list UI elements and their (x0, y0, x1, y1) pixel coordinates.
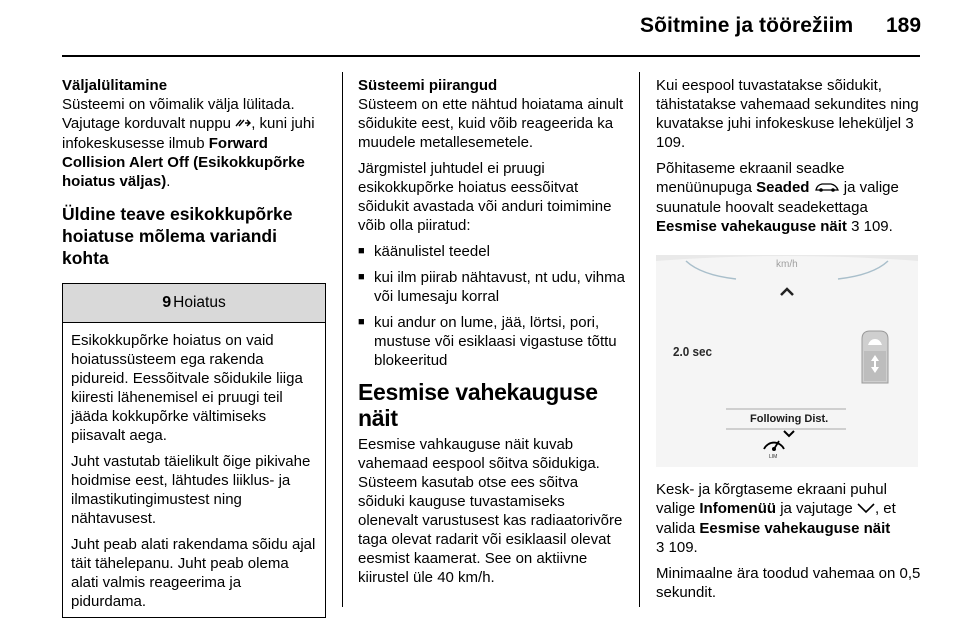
column-3 (656, 76, 924, 243)
following-display-label: Eesmise vahekauguse näit (656, 217, 847, 235)
limits-text: Süsteem on ette nähtud hoiatama ainult sõidukite eest, kuid võib reageerida ka muudele metallesemetele. (358, 96, 624, 151)
warning-p1: Esikokkupõrke hoiatus on vaid hoiatussüsteem ega rakenda pidureid. Eessõitvale sõidukile liiga kiiresti lähenemisel ei pruugi teil jääda kokkupõrke vältimiseks piisavalt aega. (71, 331, 303, 444)
following-display-label: Eesmise vahekauguse näit (699, 519, 891, 537)
col3-p4: Minimaalne ära toodud vahemaa on 0,5 sekundit. (656, 564, 921, 601)
list-item: ■ kui andur on lume, jää, lörtsi, pori, mustuse või esiklaasi vigastuse tõttu blokeeritud (358, 313, 628, 370)
col3-p2 (656, 159, 924, 236)
col3-p3 (656, 480, 924, 557)
off-text-2: , kuni juhi infokeskusesse ilmub (62, 115, 315, 152)
col3-p3-text-c: , et valida (656, 500, 896, 537)
general-heading: Üldine teave esikokkupõrke hoiatuse mõlema variandi kohta (62, 203, 293, 268)
list-item: ■ kui ilm piirab nähtavust, nt udu, vihma või lumesaju korral (358, 268, 628, 306)
section-text: Eesmise vahkauguse näit kuvab vahemaad eespool sõitva sõidukiga. Süsteem kasutab otse ees sõitva sõiduki kauguse tuvastamiseks olenevalt varustusest kas radiaatorivõre taga olevat radarit või esiklaasil olevat eesmist kaamerat. See on aktiivne kiirustel üle 40 km/h. (358, 436, 623, 586)
warning-p2: Juht vastutab täielikult õige pikivahe hoidmise eest, lähtudes liiklus- ja ilmastikutingimustest ning nähtavusest. (71, 452, 311, 527)
chevron-down-icon (857, 500, 875, 519)
col3-p1-text: Kui eespool tuvastatakse sõidukit, tähistatakse vahemaad sekundites ning kuvatakse juhi infokeskuse leheküljel (656, 77, 919, 132)
header-rule (62, 55, 920, 57)
page-reference: 3 109. (656, 538, 698, 556)
col3-p3-text-a: Kesk- ja kõrgtaseme ekraani puhul valige (656, 481, 887, 517)
speed-unit-label: km/h (776, 259, 798, 270)
lim-label: LIM (769, 454, 778, 460)
car-icon (814, 179, 840, 198)
limits-heading: Süsteemi piirangud (358, 77, 498, 94)
conditions-list (358, 242, 628, 370)
distance-button-icon (235, 115, 251, 134)
col3-p3-text-b: ja vajutage (780, 500, 853, 517)
column-3-lower (656, 480, 924, 609)
off-heading: Väljalülitamine (62, 77, 168, 94)
settings-label: Seaded (756, 179, 810, 196)
list-item: ■ käänulistel teedel (358, 242, 628, 261)
warning-p3: Juht peab alati rakendama sõidu ajal täit tähelepanu. Juht peab olema alati valmis reageerima ja pidurdama. (71, 535, 316, 610)
page-reference: 3 109. (851, 217, 893, 235)
warning-triangle-icon: 9 (162, 294, 172, 312)
col3-p2-text-a: Põhitaseme ekraanil seadke menüünupuga (656, 160, 845, 196)
page-header-title: Sõitmine ja töörežiim (640, 14, 854, 37)
following-distance-label: Following Dist. (750, 413, 829, 425)
instrument-display-image (656, 255, 918, 467)
warning-header (63, 284, 325, 323)
display-graphic (656, 255, 918, 467)
page-number: 189 (886, 14, 922, 37)
off-text-1: Süsteemi on võimalik välja lülitada. Vajutage korduvalt nuppu (62, 96, 295, 132)
col3-p1 (656, 76, 924, 152)
page-reference: 3 109. (656, 115, 914, 151)
gap-value: 2.0 sec (673, 344, 713, 359)
off-end: . (166, 172, 171, 190)
info-menu-label: Infomenüü (699, 500, 777, 517)
column-divider-2 (639, 72, 640, 607)
column-1 (62, 76, 326, 618)
off-paragraph (62, 76, 326, 191)
off-bold: Forward Collision Alert Off (Esikokkupõrke hoiatus väljas) (62, 134, 305, 190)
warning-box (62, 283, 326, 618)
col3-p2-text-b: ja valige suunatule hoovalt seadekettaga (656, 179, 899, 216)
column-divider-1 (342, 72, 343, 607)
limits-paragraph (358, 76, 628, 152)
column-2 (358, 76, 628, 594)
warning-title: Hoiatus (173, 294, 226, 312)
warning-body (63, 323, 325, 617)
section-heading: Eesmise vahekauguse näit (358, 379, 598, 431)
conditions-text: Järgmistel juhtudel ei pruugi esikokkupõrke hoiatus eessõitvat sõidukit avastada või anduri toimimine võib olla piiratud: (358, 160, 612, 234)
